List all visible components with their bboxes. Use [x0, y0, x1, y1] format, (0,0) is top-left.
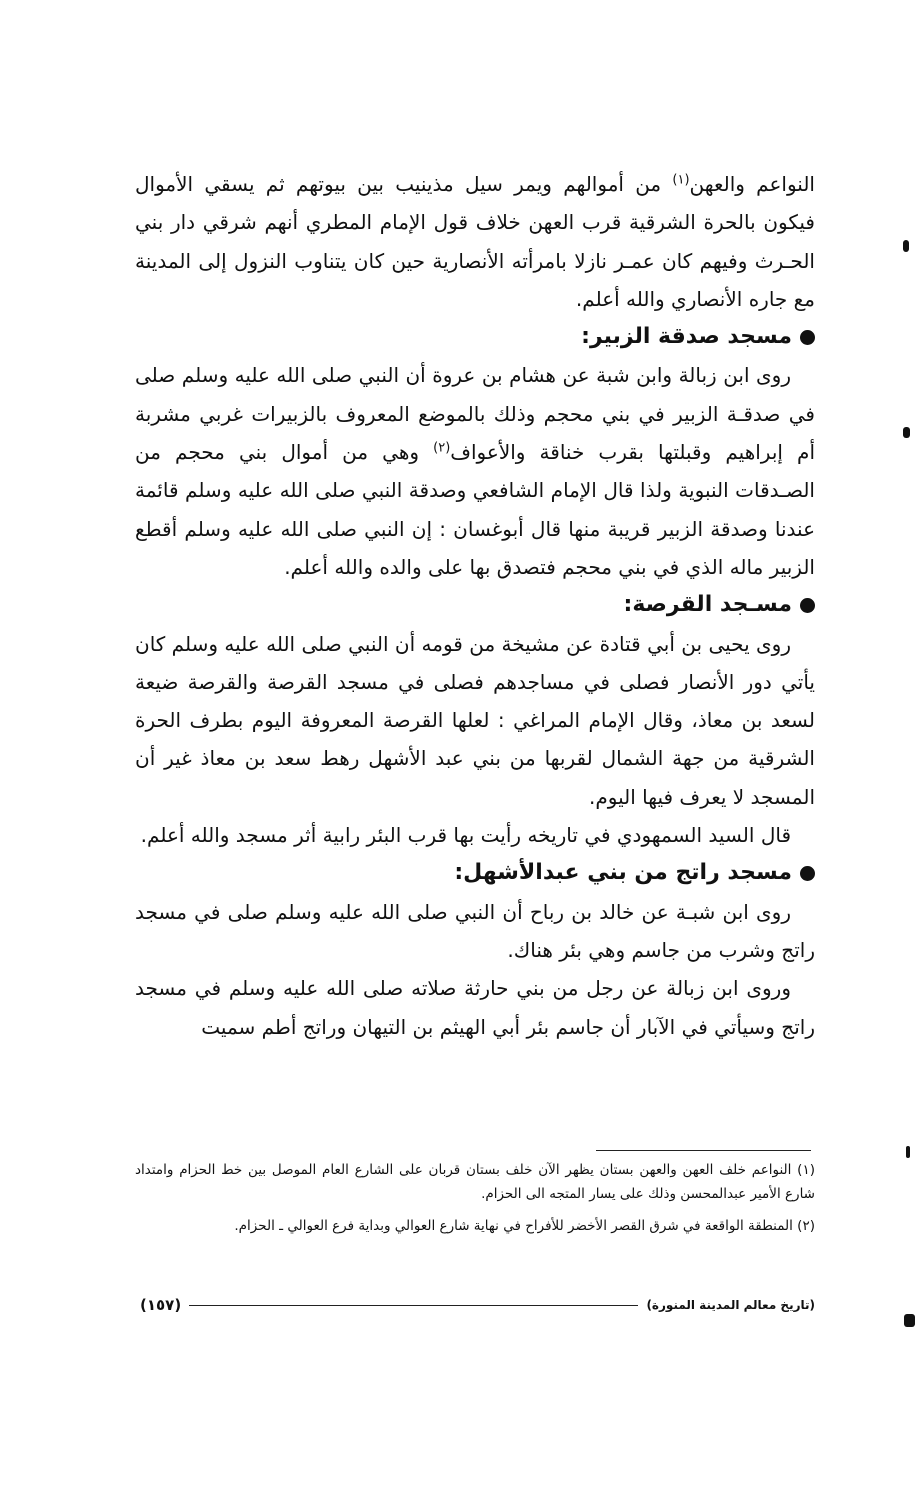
paragraph-ratij-2: وروى ابن زبالة عن رجل من بني حارثة صلاته صلى الله عليه وسلم في مسجد راتج وسيأتي في الآبار أن جاسم بئر أبي الهيثم بن التيهان وراتج أطم سميت: [135, 976, 815, 1039]
footnote-1: (١) النواعم خلف العهن والعهن بستان يظهر الآن خلف بستان قربان على الشارع العام الموصل بين خط الحزام وامتداد شارع الأمير عبدالمحسن وذلك على يسار المتجه الى الحزام.: [135, 1162, 815, 1202]
running-title: (تاريخ معالم المدينة المنورة): [646, 1298, 815, 1312]
page-number: (١٥٧): [140, 1296, 182, 1314]
paragraph-ratij-1: روى ابن شبـة عن خالد بن رباح أن النبي صلى الله عليه وسلم صلى في مسجد راتج وشرب من جاسم وهي بئر هناك.: [135, 899, 815, 962]
scan-mark: [903, 427, 910, 438]
paragraph-zubayr: روى ابن زبالة وابن شبة عن هشام بن عروة أن النبي صلى الله عليه وسلم صلى في صدقـة الزبير في بني محجم وذلك بالموضع المعروف بالزبيرات غربي مشربة أم إبراهيم وقبلتها بقرب خناقة والأعواف$^{(٢)}$ وهي من أموال بني محجم من الصـدقات النبوية ولذا قال الإمام الشافعي وصدقة النبي صلى الله عليه وسلم قائمة عندنا وصدقة الزبير قريبة منها قال أبوغسان : إن النبي صلى الله عليه وسلم أقطع الزبير ماله الذي في بني محجم فتصدق بها على والده والله أعلم.: [135, 363, 815, 579]
paragraph-samhudi: قال السيد السمهودي في تاريخه رأيت بها قرب البئر رابية أثر مسجد والله أعلم.: [140, 823, 791, 848]
main-text: [135, 165, 815, 1046]
footnote-2: (٢) المنطقة الواقعة في شرق القصر الأخضر للأفراح في نهاية شارع العوالي وبداية فرع العوالي ـ الحزام.: [234, 1218, 815, 1234]
bullet-icon: [800, 598, 815, 613]
footnote-ref-1[interactable]: (١): [672, 172, 690, 188]
footnote-divider: [596, 1150, 811, 1151]
paragraph-intro: النواعم والعهن$^{(١)}$ من أموالهم ويمر سيل مذينيب بين بيوتهم ثم يسقي الأموال فيكون بالحرة الشرقية قرب العهن خلاف قول الإمام المطري أنهم شرقي دار بني الحـرث وفيهم كان عمـر نازلا بامرأته الأنصارية حين كان يتناوب النزول إلى المدينة مع جاره الأنصاري والله أعلم.: [135, 172, 815, 311]
section-heading-qursa: مسـجد القرصة:: [135, 586, 815, 624]
scan-mark: [906, 1146, 910, 1158]
footer-rule: [189, 1305, 638, 1306]
scan-mark: [904, 1314, 915, 1327]
section-heading-ratij: مسجد راتج من بني عبدالأشهل:: [135, 854, 815, 892]
bullet-icon: [800, 330, 815, 345]
footnote-ref-2[interactable]: (٢): [433, 440, 451, 456]
paragraph-qursa: روى يحيى بن أبي قتادة عن مشيخة من قومه أن النبي صلى الله عليه وسلم كان يأتي دور الأنصار فصلى في مساجدهم فصلى في مسجد القرصة والقرصة ضيعة لسعد بن معاذ، وقال الإمام المراغي : لعلها القرصة المعروفة اليوم بطرف الحرة الشرقية من جهة الشمال لقربها من بني عبد الأشهل رهط سعد بن معاذ غير أن المسجد لا يعرف فيها اليوم.: [135, 631, 815, 809]
bullet-icon: [800, 866, 815, 881]
scan-mark: [903, 240, 909, 252]
footnotes: [135, 1158, 815, 1246]
section-heading-zubayr: مسجد صدقة الزبير:: [135, 318, 815, 356]
page-footer: [140, 1293, 815, 1317]
